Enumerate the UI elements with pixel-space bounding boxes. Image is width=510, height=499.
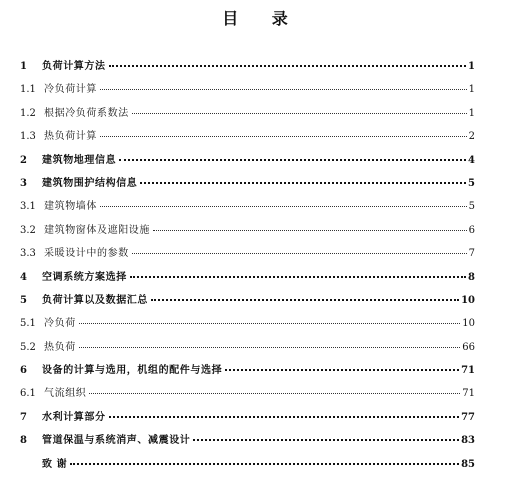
toc-entry-title: 根据冷负荷系数法 — [44, 107, 129, 119]
toc-dot-leader — [100, 206, 467, 207]
toc-entry — [20, 151, 475, 174]
toc-entry — [20, 244, 475, 267]
toc-entry-number: 1 — [20, 61, 27, 72]
toc-entry-title: 热负荷计算 — [44, 131, 97, 143]
toc-entry-title: 管道保温与系统消声、减震设计 — [42, 435, 191, 447]
toc-dot-leader — [132, 253, 467, 254]
toc-entry-number: 7 — [20, 411, 27, 423]
toc-dot-leader — [153, 230, 467, 231]
toc-dot-leader — [140, 182, 466, 184]
toc-entry-page-number: 2 — [468, 131, 475, 143]
toc-entry-page-number: 71 — [462, 388, 475, 400]
toc-entry-title: 负荷计算以及数据汇总 — [42, 294, 148, 306]
toc-entry-page-number: 85 — [461, 458, 475, 470]
toc-entry — [20, 127, 475, 150]
toc-entry-page-number: 5 — [468, 177, 475, 189]
toc-entry-number: 5.2 — [20, 341, 36, 353]
toc-entry — [20, 455, 475, 478]
page-title: 目 录 — [222, 9, 302, 28]
toc-entry-number: 5 — [20, 294, 27, 306]
toc-entry-title: 设备的计算与选用，机组的配件与选择 — [42, 365, 223, 377]
toc-entry-number: 2 — [20, 154, 27, 166]
toc-dot-leader — [70, 463, 459, 465]
toc-entry-page-number: 7 — [468, 248, 475, 260]
toc-entry-page-number: 5 — [468, 201, 475, 213]
toc-entry-title: 建筑物地理信息 — [42, 154, 117, 166]
toc-entry — [20, 314, 475, 337]
toc-dot-leader — [89, 393, 460, 394]
toc-entry-title: 建筑物窗体及遮阳设施 — [44, 224, 150, 236]
toc-entry-number: 5.1 — [20, 318, 36, 330]
toc-entry-number: 3.1 — [20, 201, 36, 213]
toc-entry-page-number: 1 — [468, 107, 475, 119]
toc-entry-number: 8 — [20, 435, 27, 447]
toc-entry-page-number: 1 — [468, 84, 475, 96]
toc-entry — [20, 57, 475, 80]
toc-entry-page-number: 10 — [462, 318, 475, 330]
toc-entry-title: 热负荷 — [44, 341, 76, 353]
toc-entry-title: 水利计算部分 — [42, 411, 106, 423]
toc-entry — [20, 268, 475, 291]
toc-entry-title: 负荷计算方法 — [42, 61, 106, 72]
toc-entry — [20, 408, 475, 431]
toc-entry-title: 建筑物围护结构信息 — [42, 177, 138, 189]
toc-entry-number: 6 — [20, 365, 27, 377]
toc-entry — [20, 384, 475, 407]
toc-dot-leader — [132, 113, 467, 114]
toc-entry-number: 1.2 — [20, 107, 36, 119]
toc-dot-leader — [100, 89, 467, 90]
toc-entry-number: 1.3 — [20, 131, 36, 143]
toc-entry — [20, 338, 475, 361]
toc-entry — [20, 361, 475, 384]
toc-dot-leader — [79, 323, 460, 324]
toc-entry-number: 6.1 — [20, 388, 36, 400]
toc-entry — [20, 291, 475, 314]
toc-entry-page-number: 4 — [468, 154, 475, 166]
toc-dot-leader — [193, 439, 459, 441]
toc-dot-leader — [100, 136, 467, 137]
toc-dot-leader — [225, 369, 459, 371]
toc-entry-page-number: 1 — [468, 61, 475, 72]
toc-entry-title: 气流组织 — [44, 388, 87, 400]
toc-entry — [20, 431, 475, 454]
toc-entry-number: 1.1 — [20, 84, 36, 96]
toc-entry-page-number: 77 — [461, 411, 475, 423]
toc-entry-title: 建筑物墙体 — [44, 201, 97, 213]
toc-entry-title: 空调系统方案选择 — [42, 271, 127, 283]
toc-entry — [20, 221, 475, 244]
toc-dot-leader — [109, 416, 459, 418]
toc-dot-leader — [79, 347, 460, 348]
toc-dot-leader — [130, 276, 466, 278]
toc-entry-title: 采暖设计中的参数 — [44, 248, 129, 260]
toc-entry — [20, 104, 475, 127]
toc-entry-page-number: 66 — [462, 341, 475, 353]
toc-dot-leader — [109, 65, 466, 67]
toc-entry — [20, 80, 475, 103]
toc-entry-number: 3.2 — [20, 224, 36, 236]
toc-entry-title: 冷负荷 — [44, 318, 76, 330]
toc-entry-number: 3.3 — [20, 248, 36, 260]
toc-entry-title: 致 谢 — [42, 458, 68, 470]
toc-entry — [20, 197, 475, 220]
toc-entry-page-number: 83 — [461, 435, 475, 447]
toc-entry-page-number: 71 — [461, 365, 475, 377]
toc-dot-leader — [151, 299, 459, 301]
toc-entry — [20, 174, 475, 197]
toc-entry-number: 3 — [20, 177, 27, 189]
toc-entry-page-number: 6 — [468, 224, 475, 236]
toc-entry-title: 冷负荷计算 — [44, 84, 97, 96]
toc-entry-page-number: 10 — [461, 294, 475, 306]
toc-entry-page-number: 8 — [468, 271, 475, 283]
table-of-contents — [20, 57, 475, 478]
toc-entry-number: 4 — [20, 271, 27, 283]
toc-dot-leader — [119, 159, 466, 161]
